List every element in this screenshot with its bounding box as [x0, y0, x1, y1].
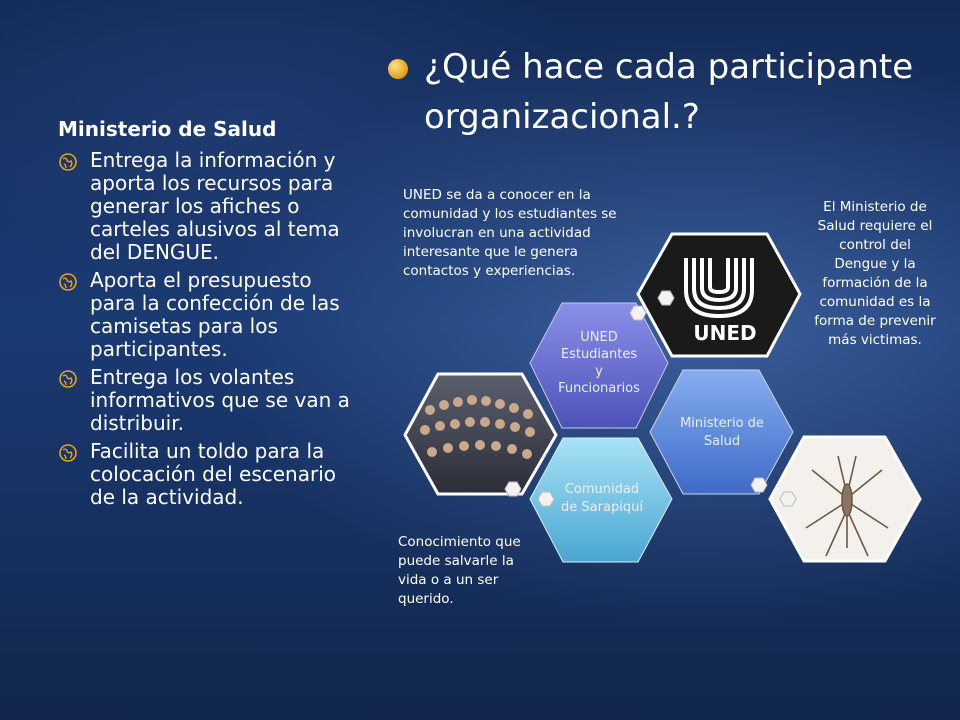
- small-hexagon: [538, 492, 554, 506]
- hex-label-line: Salud: [703, 434, 741, 449]
- list-item: Aporta el presupuesto para la confección de las camisetas para los participantes.: [58, 269, 358, 361]
- hex-label-line: Estudiantes: [560, 347, 638, 362]
- note-conocimiento: Conocimiento que puede salvarle la vida o a un ser querido.: [398, 534, 521, 607]
- list-item: Entrega los volantes informativos que se van a distribuir.: [58, 366, 358, 435]
- uned-students-hexagon: [530, 303, 668, 428]
- list-item: Entrega la información y aporta los recursos para generar los afiches o carteles alusivos al tema del DENGUE.: [58, 149, 358, 264]
- title-text: ¿Qué hace cada participante organizacional.?: [424, 47, 914, 137]
- small-hexagon: [505, 482, 521, 496]
- hex-label-line: Comunidad: [564, 482, 640, 497]
- crowd-photo-hexagon: [405, 374, 556, 494]
- hex-label-line: y: [595, 364, 603, 379]
- list-item: Facilita un toldo para la colocación del escenario de la actividad.: [58, 440, 358, 509]
- small-hexagon: [780, 492, 796, 506]
- small-hexagon: [751, 478, 767, 492]
- hex-label-line: Funcionarios: [558, 381, 640, 396]
- hex-label-line: Ministerio de: [680, 416, 764, 431]
- ministerio-hexagon: [650, 370, 793, 494]
- note-uned: UNED se da a conocer en la comunidad y los estudiantes se involucran en una actividad interesante que le genera contactos y experiencias.: [403, 187, 617, 279]
- small-hexagon: [658, 291, 674, 305]
- hex-label-line: de Sarapiquí: [561, 500, 643, 515]
- small-hexagon: [630, 306, 646, 320]
- hex-label-line: UNED: [580, 330, 618, 345]
- ministerio-heading: Ministerio de Salud: [58, 117, 277, 141]
- note-ministerio: El Ministerio de Salud requiere el control del Dengue y la formación de la comunidad es la forma de prevenir más victimas.: [814, 199, 936, 348]
- uned-logo-text: UNED: [693, 321, 757, 345]
